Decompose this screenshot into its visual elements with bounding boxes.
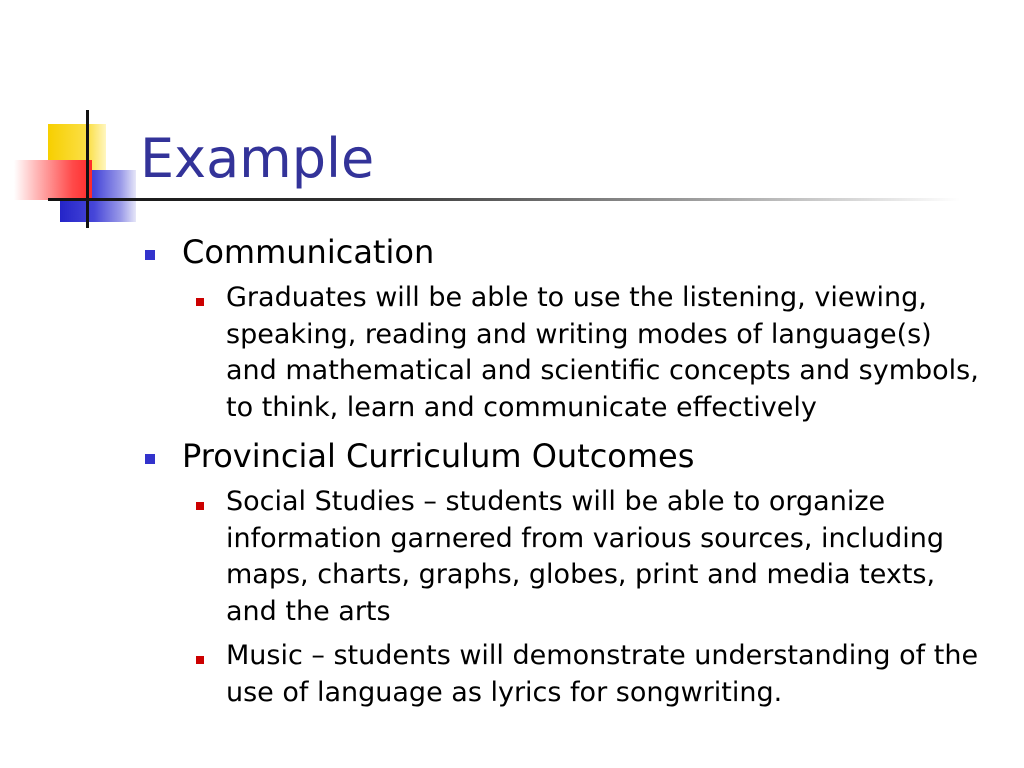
blue-square-bullet-icon (145, 454, 155, 464)
slide-title: Example (140, 127, 375, 190)
bullet-text: Graduates will be able to use the listening, viewing, speaking, reading and writing modes of language(s) and mathematical and scientific concepts and symbols, to think, learn and communicate effectively (226, 282, 979, 423)
bullet-level2 (182, 280, 980, 426)
red-square-bullet-icon (196, 502, 204, 510)
title-underline (48, 198, 960, 201)
red-square-bullet-icon (196, 656, 204, 664)
section-heading: Communication (182, 233, 435, 271)
blue-square-bullet-icon (145, 250, 155, 260)
decorative-vertical-line (86, 110, 89, 228)
decorative-red-bar (14, 160, 92, 200)
bullet-level2 (182, 638, 980, 711)
red-square-bullet-icon (196, 298, 204, 306)
bullet-level2 (182, 484, 980, 630)
section-communication (140, 230, 980, 426)
section-heading: Provincial Curriculum Outcomes (182, 437, 695, 475)
section-curriculum-outcomes (140, 434, 980, 711)
bullet-text: Music – students will demonstrate understanding of the use of language as lyrics for songwriting. (226, 640, 979, 708)
bullet-text: Social Studies – students will be able to organize information garnered from various sources, including maps, charts, graphs, globes, print and media texts, and the arts (226, 486, 944, 627)
bullet-level1 (140, 230, 980, 274)
slide-content (140, 230, 980, 719)
bullet-level1 (140, 434, 980, 478)
